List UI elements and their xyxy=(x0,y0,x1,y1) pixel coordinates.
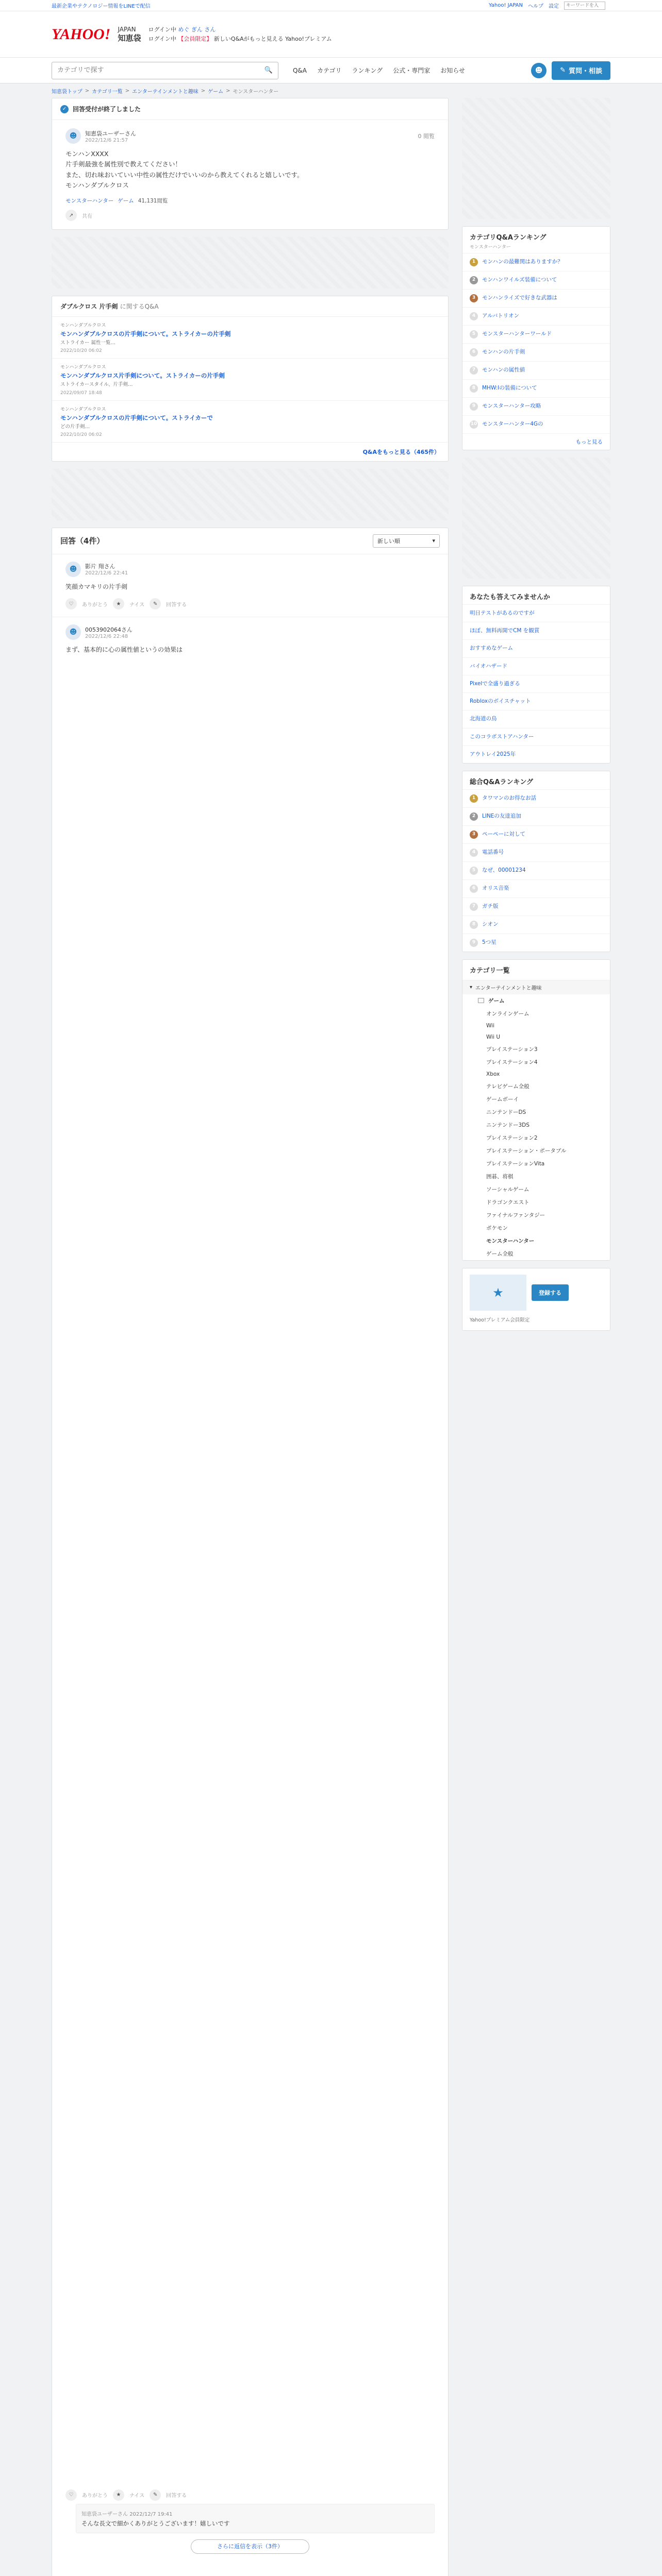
help-link[interactable]: ヘルプ xyxy=(528,4,543,9)
related-more-link[interactable]: Q&Aをもっと見る（465件） xyxy=(362,448,440,455)
related-item[interactable]: モンハンダブルクロス モンハンダブルクロス片手剣について。ストライカーの片手剣 ストライカースタイル、片手剣… 2022/09/07 18:48 xyxy=(52,359,448,400)
recommend-item[interactable]: 明日テストがあるのですが xyxy=(462,604,610,622)
ranking-item[interactable]: 8 MHW:Iの装備について xyxy=(462,379,610,397)
site-header xyxy=(0,11,662,58)
reply-item: 知恵袋ユーザーさん 2022/12/7 19:41 そんな長文で細かくありがとうございます！嬉しいです xyxy=(76,2504,435,2533)
breadcrumb-item[interactable]: 知恵袋トップ xyxy=(52,89,82,95)
breadcrumb-item[interactable]: エンターテインメントと趣味 xyxy=(132,89,198,95)
answer-item: ☻ 影片 翔さん 2022/12/6 22:41 笑顔カマキリの片手剣 ♡ ありがとう ★ ナイス ✎ 回答する xyxy=(52,554,448,617)
resolved-banner: ✓ 回答受付が終了しました xyxy=(52,98,448,120)
avatar[interactable]: ☻ xyxy=(65,624,81,640)
ranking-item[interactable]: 1 タワマンのお得なお話 xyxy=(462,789,610,807)
view-total: 41,131閲覧 xyxy=(138,198,168,204)
recommend-item[interactable]: Robloxのボイスチャット xyxy=(462,692,610,710)
ranking-item[interactable]: 9 モンスターハンター攻略 xyxy=(462,397,610,415)
ad-slot xyxy=(52,469,449,520)
yahoo-link[interactable]: Yahoo! JAPAN xyxy=(489,3,523,8)
nav-notice[interactable]: お知らせ xyxy=(440,67,465,74)
category-item[interactable]: 囲碁、将棋 xyxy=(486,1173,514,1180)
ranking-item[interactable]: 3 モンハンライズで好きな武器は xyxy=(462,289,610,307)
top-search-input[interactable] xyxy=(564,2,605,10)
category-list: カテゴリ一覧 ▾ エンターテインメントと趣味 ゲーム オンラインゲーム Wii Wii U プレイステーション3 プレイステーション4 Xbox テレビゲーム全般 ゲームボーイ ニンテンドーDS ニンテンドー3DS プレイステーション2 プレイステーション・ポータブル プレイステーションVita 囲碁、将棋 ソーシャルゲーム ドラゴンクエスト ファイナルファンタジー ポケモン モンスターハンター ゲーム全般 xyxy=(462,959,610,1261)
recommend-item[interactable]: おすすめなゲーム xyxy=(462,639,610,657)
answer-date: 2022/12/6 22:41 xyxy=(85,570,128,577)
main-nav xyxy=(0,58,662,83)
category-item[interactable]: ソーシャルゲーム xyxy=(486,1186,529,1193)
nav-ranking[interactable]: ランキング xyxy=(352,67,383,74)
side-ad-slot xyxy=(462,98,610,219)
category-item[interactable]: ファイナルファンタジー xyxy=(486,1212,545,1218)
category-item[interactable]: プレイステーション4 xyxy=(486,1059,538,1065)
recommend-item[interactable]: アウトレイ2025年 xyxy=(462,745,610,763)
ranking-item[interactable]: 4 アルバトリオン xyxy=(462,307,610,325)
tag-link[interactable]: ゲーム xyxy=(118,198,134,204)
chevron-down-icon: ▾ xyxy=(470,984,473,990)
thanks-icon[interactable]: ♡ xyxy=(65,2489,77,2501)
chevron-down-icon: ▾ xyxy=(432,537,435,545)
category-item[interactable]: ドラゴンクエスト xyxy=(486,1199,529,1206)
sort-select[interactable]: 新しい順 ▾ xyxy=(373,534,440,548)
recommend-item[interactable]: バイオハザード xyxy=(462,657,610,675)
avatar[interactable]: ☻ xyxy=(65,562,81,577)
ad-slot xyxy=(52,237,449,289)
answer-date: 2022/12/6 22:48 xyxy=(85,633,128,639)
answer-count: 回答（4件） xyxy=(60,536,105,546)
user-avatar[interactable] xyxy=(531,63,547,78)
ranking-more-link[interactable]: もっと見る xyxy=(462,433,610,450)
category-item[interactable]: プレイステーション3 xyxy=(486,1046,538,1053)
category-item[interactable]: ニンテンドーDS xyxy=(486,1109,526,1115)
ranking-item[interactable]: 3 ペーペーに対して xyxy=(462,825,610,843)
ranking-item[interactable]: 7 モンハンの属性値 xyxy=(462,361,610,379)
main-column xyxy=(52,98,449,2576)
category-item[interactable]: ポケモン xyxy=(486,1225,508,1231)
ranking-item[interactable]: 1 モンハンの最難関はありますか？ xyxy=(462,253,610,271)
category-item[interactable]: ゲーム全般 xyxy=(486,1250,514,1257)
folder-icon xyxy=(478,998,484,1003)
pencil-icon: ✎ xyxy=(560,66,566,74)
answer-text: まず、基本的に心の属性値というの効果は xyxy=(65,646,183,654)
breadcrumb-current: モンスターハンター xyxy=(233,89,279,95)
ranking-item[interactable]: 5 なぜ、00001234 xyxy=(462,861,610,879)
ranking-item[interactable]: 7 ガチ版 xyxy=(462,897,610,916)
top-info-bar xyxy=(0,0,662,11)
search-box[interactable] xyxy=(52,62,278,79)
answers-card xyxy=(52,528,449,2576)
premium-promo xyxy=(462,1268,610,1331)
search-icon[interactable]: 🔍 xyxy=(264,66,273,74)
ranking-item[interactable]: 10 モンスターハンター4Gの xyxy=(462,415,610,433)
answer-text: 笑顔カマキリの片手剣 xyxy=(65,583,128,590)
recommend-item[interactable]: このコラボストアハンター xyxy=(462,728,610,745)
category-item[interactable]: Wii U xyxy=(486,1033,501,1040)
nice-icon[interactable]: ★ xyxy=(113,2489,124,2501)
category-ranking: カテゴリQ&Aランキング モンスターハンター 1 モンハンの最難関はありますか？ 2 モンハンワイルズ装備について 3 モンハンライズで好きな武器は 4 アルバトリオン 5 モンスターハンターワールド 6 モンハンの片手剣 7 モンハンの属性値 8 MHW:Iの装備について 9 モンスターハンター攻略 10 モンスターハンター4Gの もっと見る xyxy=(462,226,610,450)
question-text: モンハンXXXX 片手剣最強を属性別で教えてください！ また、切れ味おいていい中性の属性だけでいいのから教えてくれると嬉しいです。 モンハンダブルクロス xyxy=(65,150,304,189)
breadcrumb-item[interactable]: カテゴリ一覧 xyxy=(92,89,123,95)
sidebar xyxy=(462,98,610,2576)
breadcrumb-item[interactable]: ゲーム xyxy=(208,89,224,95)
category-item[interactable]: テレビゲーム全般 xyxy=(486,1083,529,1090)
yahoo-logo[interactable]: YAHOO! xyxy=(52,25,111,43)
tag-link[interactable]: モンスターハンター xyxy=(65,198,114,204)
category-item[interactable]: オンラインゲーム xyxy=(486,1010,529,1017)
search-input[interactable] xyxy=(57,63,260,78)
related-item[interactable]: モンハンダブルクロス モンハンダブルクロスの片手剣について。ストライカーで どの片手剣… 2022/10/20 06:02 xyxy=(52,401,448,443)
ranking-item[interactable]: 6 モンハンの片手剣 xyxy=(462,343,610,361)
side-ad-slot xyxy=(462,457,610,579)
more-replies-button[interactable]: さらに返信を表示（3件） xyxy=(191,2539,309,2554)
category-item[interactable]: Xbox xyxy=(486,1071,500,1077)
category-item[interactable]: Wii xyxy=(486,1022,494,1029)
category-item[interactable]: ゲームボーイ xyxy=(486,1096,519,1103)
category-item[interactable]: プレイステーション・ポータブル xyxy=(486,1147,567,1154)
category-item[interactable]: プレイステーションVita xyxy=(486,1160,545,1167)
category-item[interactable]: プレイステーション2 xyxy=(486,1134,538,1141)
related-item[interactable]: モンハンダブルクロス モンハンダブルクロスの片手剣について。ストライカーの片手剣 ストライカー 属性一覧… 2022/10/20 06:02 xyxy=(52,317,448,359)
breadcrumb: 知恵袋トップ > カテゴリ一覧 > エンターテインメントと趣味 > ゲーム > モンスターハンター xyxy=(52,88,279,95)
share-label: 共有 xyxy=(82,213,92,219)
answer-user[interactable]: 影片 翔さん xyxy=(85,563,115,570)
ranking-item[interactable]: 8 シオン xyxy=(462,916,610,934)
share-icon[interactable]: ↗ xyxy=(65,210,77,221)
brand-name: JAPAN 知恵袋 xyxy=(118,26,141,43)
user-name-link[interactable]: めぐ ぎん さん xyxy=(178,26,216,33)
question-date: 2022/12/6 21:57 xyxy=(85,137,128,143)
recommend-item[interactable]: ほぼ、無料再開でCM を観賞 xyxy=(462,622,610,639)
category-item[interactable]: モンスターハンター xyxy=(486,1238,535,1244)
reply-icon[interactable]: ✎ xyxy=(150,598,161,609)
recommend-item[interactable]: Pixelで全盛り過ぎる xyxy=(462,675,610,692)
login-info: ログイン中 めぐ ぎん さん ログイン中 【会員限定】 新しいQ&Aがもっと見える Yahoo!プレミアム xyxy=(148,26,332,42)
nav-official[interactable]: 公式・専門家 xyxy=(393,67,431,74)
recommend-answer: あなたも答えてみませんか 明日テストがあるのですが ほぼ、無料再開でCM を観賞 おすすめなゲーム バイオハザード Pixelで全盛り過ぎる Robloxのボイスチャット 北海道の鳥 このコラボストアハンター アウトレイ2025年 xyxy=(462,586,610,764)
recommend-item[interactable]: 北海道の鳥 xyxy=(462,710,610,727)
ranking-item[interactable]: 6 オリス音楽 xyxy=(462,879,610,897)
ranking-item[interactable]: 9 5つ星 xyxy=(462,934,610,952)
question-card xyxy=(52,98,449,230)
ranking-item[interactable]: 5 モンスターハンターワールド xyxy=(462,325,610,343)
check-icon: ✓ xyxy=(60,105,69,113)
thanks-icon[interactable]: ♡ xyxy=(65,598,77,609)
reply-icon[interactable]: ✎ xyxy=(150,2489,161,2501)
avatar[interactable]: ☻ xyxy=(65,128,81,144)
settings-link[interactable]: 設定 xyxy=(549,4,559,9)
ranking-item[interactable]: 4 電話番号 xyxy=(462,843,610,861)
category-selected[interactable]: ▾ エンターテインメントと趣味 xyxy=(462,980,610,994)
ranking-item[interactable]: 2 LINEの友達追加 xyxy=(462,807,610,825)
related-card: ダブルクロス 片手剣 に関するQ&A モンハンダブルクロス モンハンダブルクロスの片手剣について。ストライカーの片手剣 ストライカー 属性一覧… 2022/10/20 06:02 モンハンダブルクロス モンハンダブルクロス片手剣について。ストライカーの片手剣 ストライカースタイル、片手剣… 2022/09/07 18:48 モンハンダブルクロス モンハンダブルクロスの片手剣について。ストライカーで どの片手剣… 2022/10/20 06:02 Q&Aをもっと見る（465件） xyxy=(52,296,449,462)
question-user[interactable]: 知恵袋ユーザーさん xyxy=(85,130,136,137)
premium-text: Yahoo!プレミアム会員限定 xyxy=(470,1317,530,1323)
nav-qa[interactable]: Q&A xyxy=(293,66,307,74)
category-item[interactable]: ニンテンドー3DS xyxy=(486,1122,529,1128)
overall-ranking: 総合Q&Aランキング 1 タワマンのお得なお話 2 LINEの友達追加 3 ペーペーに対して 4 電話番号 5 なぜ、00001234 6 オリス音楽 7 ガチ版 8 シオン 9 5つ星 xyxy=(462,771,610,952)
premium-register-button[interactable]: 登録する xyxy=(532,1284,569,1301)
answer-user[interactable]: 0053902064さん xyxy=(85,626,133,633)
user-icon: ☻ xyxy=(535,66,543,75)
ranking-item[interactable]: 2 モンハンワイルズ装備について xyxy=(462,271,610,289)
answer-item: ☻ 0053902064さん 2022/12/6 22:48 まず、基本的に心の属性値というの効果は ♡ ありがとう ★ ナイス ✎ 回答する 知恵袋ユーザーさん 2022/12/7 19:41 そんな長文で細かくありがとうございます！嬉しいです さらに返信を表示（3件） xyxy=(52,617,448,2576)
promo-link[interactable]: 最新企業やテクノロジー情報をLINEで配信 xyxy=(52,4,151,9)
view-count: 0 閲覧 xyxy=(418,133,435,140)
nav-category[interactable]: カテゴリ xyxy=(317,67,342,74)
category-item[interactable]: ゲーム xyxy=(462,994,610,1007)
nice-icon[interactable]: ★ xyxy=(113,598,124,609)
premium-icon: ★ xyxy=(470,1275,526,1311)
ask-question-button[interactable]: ✎ 質問・相談 xyxy=(552,61,610,80)
